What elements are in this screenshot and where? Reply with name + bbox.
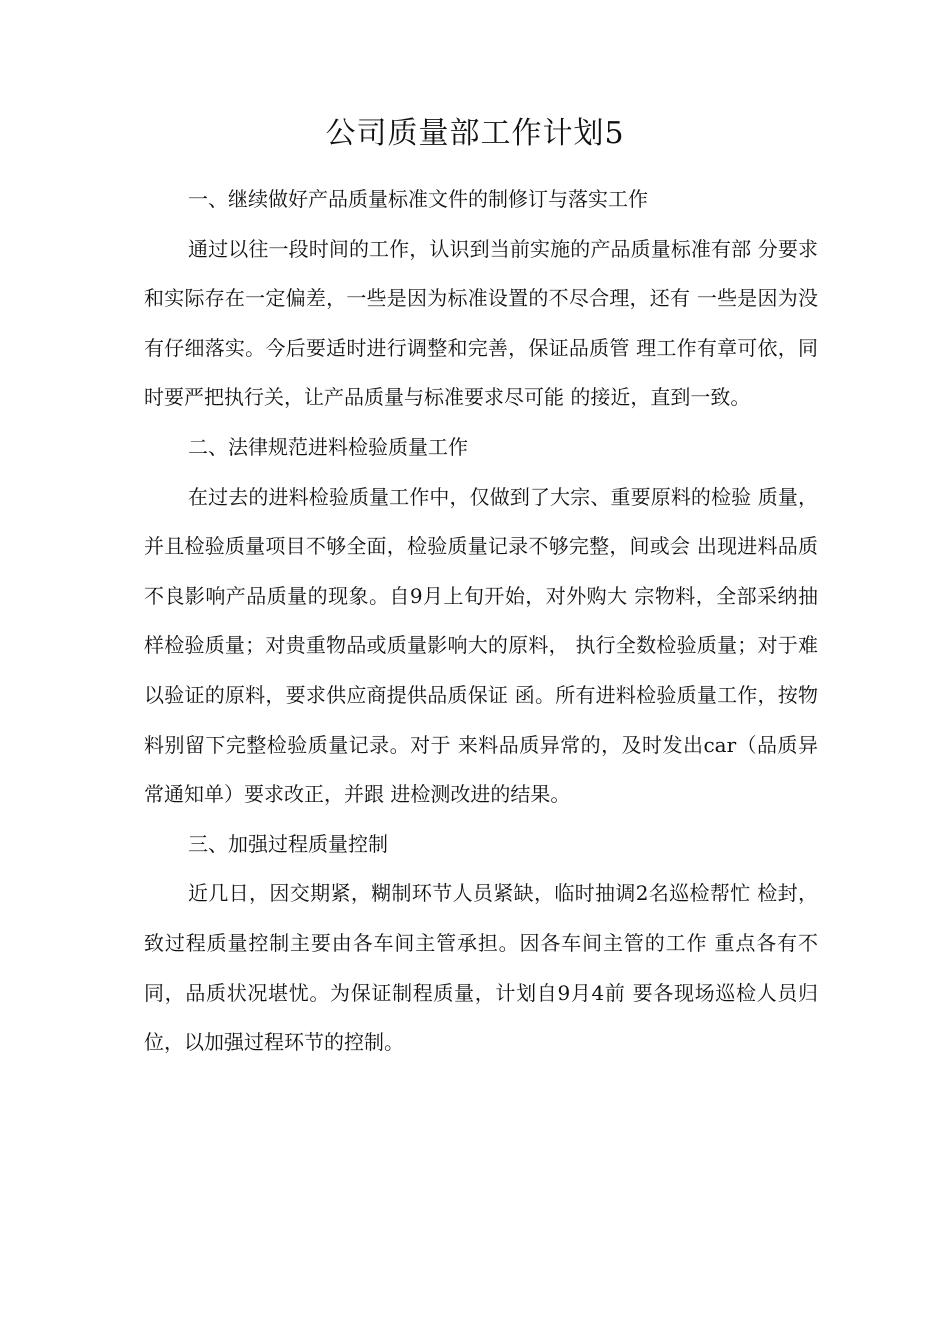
paragraph-1: 通过以往一段时间的工作，认识到当前实施的产品质量标准有部 分要求和实际存在一定偏差，一些是因为标准设置的不尽合理，还有 一些是因为没有仔细落实。今后要适时进行调整和完善，保证品质管 理工作有章可依，同时要严把执行关，让产品质量与标准要求尽可能 的接近，直到一致。 (144, 236, 818, 410)
page-title: 公司质量部工作计划5 (325, 116, 625, 151)
document-body (144, 175, 818, 1068)
section-heading-3: 三、加强过程质量控制 (188, 831, 388, 856)
paragraph-3: 近几日，因交期紧，糊制环节人员紧缺，临时抽调2名巡检帮忙 检封，致过程质量控制主要由各车间主管承担。因各车间主管的工作 重点各有不同，品质状况堪忧。为保证制程质量，计划自9月4前 要各现场巡检人员归位，以加强过程环节的控制。 (144, 881, 818, 1055)
paragraph-2: 在过去的进料检验质量工作中，仅做到了大宗、重要原料的检验 质量，并且检验质量项目不够全面，检验质量记录不够完整，间或会 出现进料品质不良影响产品质量的现象。自9月上旬开始，对外购大 宗物料，全部采纳抽样检验质量；对贵重物品或质量影响大的原料， 执行全数检验质量；对于难以验证的原料，要求供应商提供品质保证 函。所有进料检验质量工作，按物料别留下完整检验质量记录。对于 来料品质异常的，及时发出car（品质异常通知单）要求改正，并跟 进检测改进的结果。 (144, 484, 818, 807)
section-heading-2: 二、法律规范进料检验质量工作 (188, 434, 468, 459)
section-heading-1: 一、继续做好产品质量标准文件的制修订与落实工作 (188, 187, 648, 211)
